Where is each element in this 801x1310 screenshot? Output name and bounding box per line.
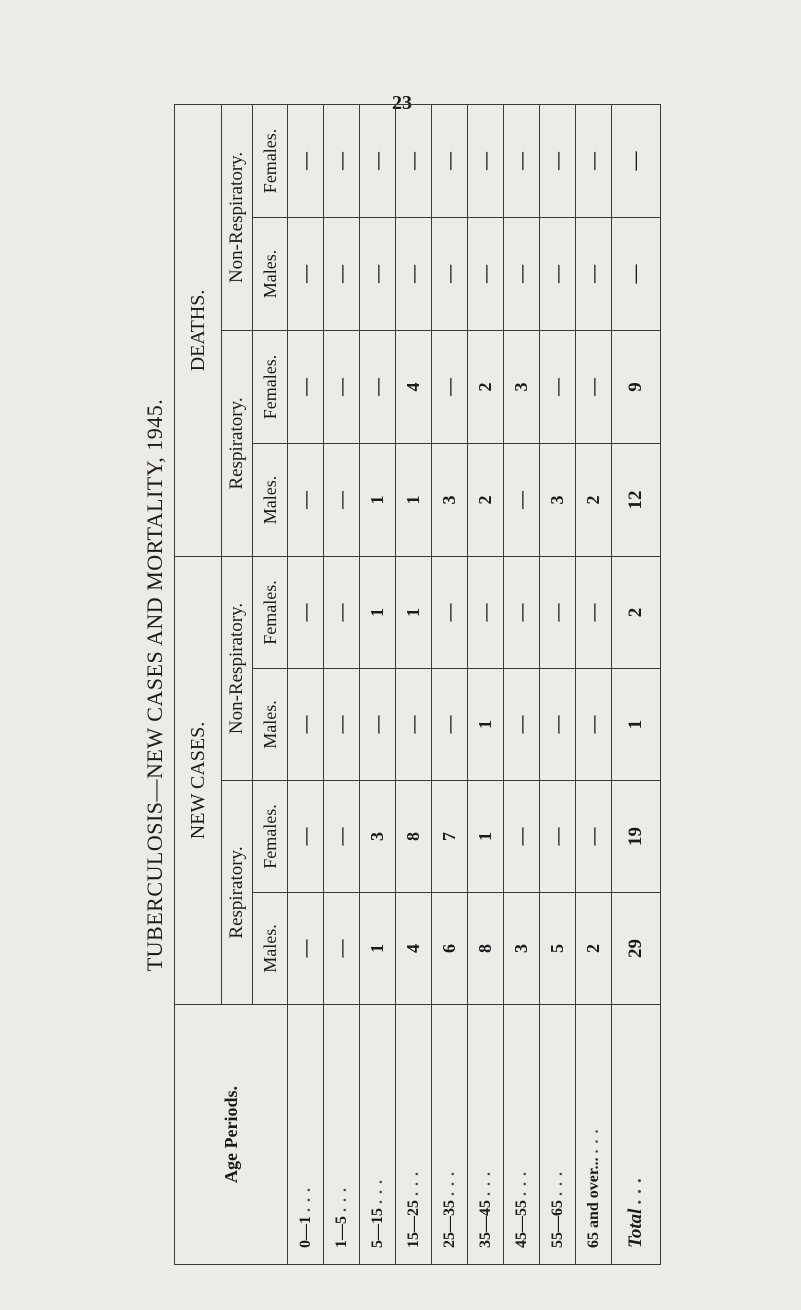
value-cell: — [432,104,468,217]
table-row [288,104,324,1264]
deaths-respiratory-header: Respiratory. [222,330,253,556]
age-period-label: 5—15 [368,1208,386,1248]
value-cell: 12 [612,443,661,556]
age-period-label: 0—1 [296,1216,314,1248]
value-cell: — [360,217,396,330]
new-cases-header: NEW CASES. [175,556,222,1004]
value-cell: — [504,781,540,893]
value-cell: 1 [396,443,432,556]
table-row [360,104,396,1264]
value-cell: 2 [612,556,661,668]
value-cell: — [576,556,612,668]
value-cell: 8 [396,781,432,893]
age-period-label: 25—35 [440,1200,458,1248]
value-cell: — [432,669,468,781]
leader-dots: ... [625,1171,646,1204]
value-cell: — [468,104,504,217]
value-cell: — [360,330,396,443]
age-periods-header: Age Periods. [175,1005,288,1265]
value-cell: 1 [360,443,396,556]
age-period-cell [540,1005,576,1265]
table-row [504,104,540,1264]
value-cell: 29 [612,893,661,1005]
value-cell: 1 [612,669,661,781]
value-cell: — [540,217,576,330]
value-cell: — [504,669,540,781]
value-cell: 3 [360,781,396,893]
age-period-cell [360,1005,396,1265]
tuberculosis-table [174,104,661,1265]
value-cell: — [576,669,612,781]
value-cell: — [324,781,360,893]
age-period-label: 15—25 [404,1200,422,1248]
males-header: Males. [253,217,288,330]
value-cell: — [396,669,432,781]
value-cell: 1 [468,669,504,781]
value-cell: 3 [432,443,468,556]
age-period-label: 45—55 [512,1200,530,1248]
value-cell: — [360,669,396,781]
value-cell: — [288,217,324,330]
age-period-cell [576,1005,612,1265]
value-cell: — [288,781,324,893]
value-cell: 2 [468,330,504,443]
value-cell: 19 [612,781,661,893]
males-header: Males. [253,893,288,1005]
value-cell: — [324,443,360,556]
leader-dots: ... [296,1182,314,1212]
value-cell: 3 [504,893,540,1005]
value-cell: — [540,781,576,893]
age-period-cell [504,1005,540,1265]
value-cell: 5 [540,893,576,1005]
value-cell: — [504,443,540,556]
leader-dots: ... [332,1182,350,1212]
table-row [324,104,360,1264]
table-row [576,104,612,1264]
value-cell: — [432,217,468,330]
value-cell: 2 [576,443,612,556]
value-cell: 3 [540,443,576,556]
value-cell: 2 [468,443,504,556]
leader-dots: ... [368,1174,386,1204]
age-period-label: 65 and over... [584,1157,602,1248]
value-cell: — [540,669,576,781]
value-cell: — [288,330,324,443]
value-cell: — [468,556,504,668]
value-cell: — [324,330,360,443]
new-cases-respiratory-header: Respiratory. [222,781,253,1005]
females-header: Females. [253,104,288,217]
value-cell: — [504,104,540,217]
value-cell: — [612,217,661,330]
value-cell: 1 [360,556,396,668]
deaths-non-respiratory-header: Non-Respiratory. [222,104,253,330]
value-cell: — [612,104,661,217]
females-header: Females. [253,330,288,443]
age-period-cell [432,1005,468,1265]
rotated-table-block [136,105,756,1265]
value-cell: — [540,330,576,443]
table-title: TUBERCULOSIS—NEW CASES AND MORTALITY, 1945. [142,398,167,972]
value-cell: 6 [432,893,468,1005]
value-cell: — [576,330,612,443]
value-cell: 1 [360,893,396,1005]
age-period-cell [324,1005,360,1265]
value-cell: — [576,217,612,330]
value-cell: — [288,556,324,668]
males-header: Males. [253,443,288,556]
value-cell: 2 [576,893,612,1005]
value-cell: — [432,330,468,443]
age-period-cell [288,1005,324,1265]
table-row [396,104,432,1264]
table-row [468,104,504,1264]
age-period-label: 35—45 [476,1200,494,1248]
leader-dots: ... [548,1166,566,1196]
value-cell: — [324,669,360,781]
value-cell: — [468,217,504,330]
leader-dots: ... [476,1166,494,1196]
value-cell: — [432,556,468,668]
value-cell: 4 [396,330,432,443]
total-label-text: Total [625,1208,646,1248]
value-cell: 3 [504,330,540,443]
value-cell: 1 [468,781,504,893]
value-cell: — [324,893,360,1005]
value-cell: — [288,104,324,217]
leader-dots: ... [404,1166,422,1196]
age-period-cell [396,1005,432,1265]
total-label [612,1005,661,1265]
value-cell: — [504,556,540,668]
leader-dots: ... [584,1123,602,1154]
age-period-cell [468,1005,504,1265]
value-cell: — [288,443,324,556]
females-header: Females. [253,781,288,893]
value-cell: — [576,104,612,217]
females-header: Females. [253,556,288,668]
value-cell: — [360,104,396,217]
value-cell: — [396,217,432,330]
value-cell: — [540,556,576,668]
deaths-header: DEATHS. [175,104,222,556]
value-cell: — [396,104,432,217]
table-body [288,104,661,1264]
value-cell: — [540,104,576,217]
value-cell: 7 [432,781,468,893]
value-cell: 4 [396,893,432,1005]
males-header: Males. [253,669,288,781]
age-period-label: 1—5 [332,1216,350,1248]
value-cell: — [576,781,612,893]
value-cell: — [324,556,360,668]
table-row [432,104,468,1264]
value-cell: — [288,669,324,781]
age-period-label: 55—65 [548,1200,566,1248]
value-cell: — [288,893,324,1005]
value-cell: 1 [396,556,432,668]
value-cell: — [324,217,360,330]
value-cell: — [504,217,540,330]
leader-dots: ... [512,1166,530,1196]
value-cell: 8 [468,893,504,1005]
leader-dots: ... [440,1166,458,1196]
table-row [540,104,576,1264]
new-cases-non-respiratory-header: Non-Respiratory. [222,556,253,780]
page-number: 23 [392,92,412,114]
value-cell: 9 [612,330,661,443]
total-row [612,104,661,1264]
value-cell: — [324,104,360,217]
